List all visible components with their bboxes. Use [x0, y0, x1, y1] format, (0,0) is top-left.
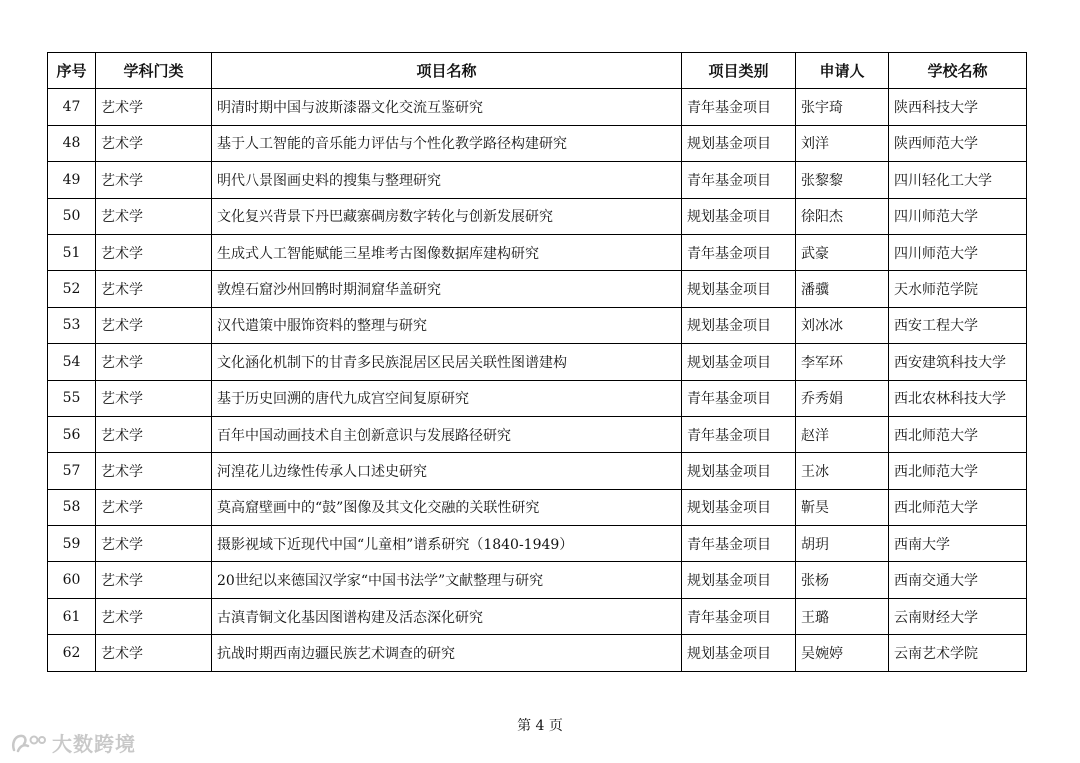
cell-seq: 59	[48, 526, 96, 562]
cell-seq: 57	[48, 453, 96, 489]
cell-project-type: 青年基金项目	[682, 380, 796, 416]
cell-project-type: 规划基金项目	[682, 453, 796, 489]
cell-seq: 49	[48, 162, 96, 198]
cell-seq: 51	[48, 234, 96, 270]
cell-seq: 48	[48, 125, 96, 161]
cell-project-name: 文化复兴背景下丹巴藏寨碉房数字转化与创新发展研究	[212, 198, 682, 234]
cell-project-name: 摄影视域下近现代中国“儿童相”谱系研究（1840-1949）	[212, 526, 682, 562]
cell-discipline: 艺术学	[96, 562, 212, 598]
cell-project-name: 20世纪以来德国汉学家“中国书法学”文献整理与研究	[212, 562, 682, 598]
cell-project-type: 青年基金项目	[682, 162, 796, 198]
cell-discipline: 艺术学	[96, 89, 212, 125]
cell-applicant: 潘骥	[796, 271, 889, 307]
cell-school: 云南艺术学院	[889, 635, 1027, 671]
table-row	[48, 125, 1027, 161]
cell-school: 西北农林科技大学	[889, 380, 1027, 416]
table-row	[48, 635, 1027, 671]
cell-discipline: 艺术学	[96, 234, 212, 270]
watermark-text: 大数跨境	[52, 732, 136, 756]
table-row	[48, 598, 1027, 634]
cell-seq: 56	[48, 416, 96, 452]
cell-project-name: 明代八景图画史料的搜集与整理研究	[212, 162, 682, 198]
cell-project-type: 青年基金项目	[682, 234, 796, 270]
cell-project-name: 基于历史回溯的唐代九成宫空间复原研究	[212, 380, 682, 416]
cell-project-type: 规划基金项目	[682, 307, 796, 343]
cell-project-type: 规划基金项目	[682, 635, 796, 671]
cell-school: 西南大学	[889, 526, 1027, 562]
table-row	[48, 562, 1027, 598]
watermark-logo-icon	[10, 732, 46, 754]
cell-project-type: 规划基金项目	[682, 125, 796, 161]
cell-school: 陕西科技大学	[889, 89, 1027, 125]
cell-seq: 52	[48, 271, 96, 307]
cell-seq: 47	[48, 89, 96, 125]
cell-school: 天水师范学院	[889, 271, 1027, 307]
cell-applicant: 靳昊	[796, 489, 889, 525]
cell-seq: 60	[48, 562, 96, 598]
table-row	[48, 489, 1027, 525]
cell-school: 西北师范大学	[889, 416, 1027, 452]
table-row	[48, 271, 1027, 307]
cell-project-name: 敦煌石窟沙州回鹘时期洞窟华盖研究	[212, 271, 682, 307]
cell-school: 陕西师范大学	[889, 125, 1027, 161]
cell-seq: 50	[48, 198, 96, 234]
cell-seq: 61	[48, 598, 96, 634]
cell-project-name: 莫高窟壁画中的“鼓”图像及其文化交融的关联性研究	[212, 489, 682, 525]
cell-applicant: 张黎黎	[796, 162, 889, 198]
header-school: 学校名称	[889, 53, 1027, 89]
cell-discipline: 艺术学	[96, 307, 212, 343]
cell-project-name: 汉代遣策中服饰资料的整理与研究	[212, 307, 682, 343]
cell-seq: 53	[48, 307, 96, 343]
cell-school: 西北师范大学	[889, 489, 1027, 525]
cell-project-type: 青年基金项目	[682, 598, 796, 634]
cell-project-type: 规划基金项目	[682, 271, 796, 307]
cell-project-type: 规划基金项目	[682, 344, 796, 380]
cell-applicant: 胡玥	[796, 526, 889, 562]
cell-discipline: 艺术学	[96, 635, 212, 671]
cell-applicant: 赵洋	[796, 416, 889, 452]
cell-project-name: 抗战时期西南边疆民族艺术调查的研究	[212, 635, 682, 671]
cell-project-type: 青年基金项目	[682, 416, 796, 452]
cell-applicant: 武豪	[796, 234, 889, 270]
cell-applicant: 刘洋	[796, 125, 889, 161]
header-applicant: 申请人	[796, 53, 889, 89]
cell-discipline: 艺术学	[96, 489, 212, 525]
cell-applicant: 吴婉婷	[796, 635, 889, 671]
cell-discipline: 艺术学	[96, 453, 212, 489]
cell-school: 云南财经大学	[889, 598, 1027, 634]
cell-project-type: 青年基金项目	[682, 526, 796, 562]
cell-project-name: 文化涵化机制下的甘青多民族混居区民居关联性图谱建构	[212, 344, 682, 380]
header-project-type: 项目类别	[682, 53, 796, 89]
header-discipline: 学科门类	[96, 53, 212, 89]
cell-school: 西南交通大学	[889, 562, 1027, 598]
cell-school: 四川师范大学	[889, 198, 1027, 234]
table-header-row	[48, 53, 1027, 89]
cell-school: 西安建筑科技大学	[889, 344, 1027, 380]
cell-project-type: 规划基金项目	[682, 562, 796, 598]
table-row	[48, 526, 1027, 562]
table-row	[48, 416, 1027, 452]
cell-project-type: 规划基金项目	[682, 489, 796, 525]
table-row	[48, 344, 1027, 380]
cell-applicant: 王冰	[796, 453, 889, 489]
cell-project-name: 古滇青铜文化基因图谱构建及活态深化研究	[212, 598, 682, 634]
cell-applicant: 张杨	[796, 562, 889, 598]
cell-project-name: 河湟花儿边缘性传承人口述史研究	[212, 453, 682, 489]
cell-discipline: 艺术学	[96, 125, 212, 161]
cell-project-name: 生成式人工智能赋能三星堆考古图像数据库建构研究	[212, 234, 682, 270]
watermark	[10, 728, 136, 757]
cell-applicant: 李军环	[796, 344, 889, 380]
cell-school: 四川轻化工大学	[889, 162, 1027, 198]
cell-project-name: 明清时期中国与波斯漆器文化交流互鉴研究	[212, 89, 682, 125]
cell-discipline: 艺术学	[96, 198, 212, 234]
cell-applicant: 张宇琦	[796, 89, 889, 125]
cell-discipline: 艺术学	[96, 162, 212, 198]
header-project-name: 项目名称	[212, 53, 682, 89]
table-row	[48, 453, 1027, 489]
page-number: 第 4 页	[517, 718, 563, 734]
cell-discipline: 艺术学	[96, 416, 212, 452]
cell-seq: 62	[48, 635, 96, 671]
cell-project-name: 百年中国动画技术自主创新意识与发展路径研究	[212, 416, 682, 452]
table-row	[48, 380, 1027, 416]
cell-seq: 58	[48, 489, 96, 525]
header-seq: 序号	[48, 53, 96, 89]
cell-applicant: 乔秀娟	[796, 380, 889, 416]
cell-seq: 54	[48, 344, 96, 380]
cell-discipline: 艺术学	[96, 271, 212, 307]
cell-school: 西安工程大学	[889, 307, 1027, 343]
cell-seq: 55	[48, 380, 96, 416]
table-row	[48, 198, 1027, 234]
cell-school: 西北师范大学	[889, 453, 1027, 489]
table-row	[48, 89, 1027, 125]
cell-school: 四川师范大学	[889, 234, 1027, 270]
table-row	[48, 162, 1027, 198]
cell-project-type: 规划基金项目	[682, 198, 796, 234]
cell-applicant: 刘冰冰	[796, 307, 889, 343]
project-list-table	[47, 52, 1027, 672]
table-row	[48, 234, 1027, 270]
cell-discipline: 艺术学	[96, 598, 212, 634]
cell-applicant: 徐阳杰	[796, 198, 889, 234]
table-body	[48, 89, 1027, 671]
cell-discipline: 艺术学	[96, 380, 212, 416]
cell-project-type: 青年基金项目	[682, 89, 796, 125]
cell-discipline: 艺术学	[96, 344, 212, 380]
cell-discipline: 艺术学	[96, 526, 212, 562]
table-row	[48, 307, 1027, 343]
cell-project-name: 基于人工智能的音乐能力评估与个性化教学路径构建研究	[212, 125, 682, 161]
cell-applicant: 王璐	[796, 598, 889, 634]
